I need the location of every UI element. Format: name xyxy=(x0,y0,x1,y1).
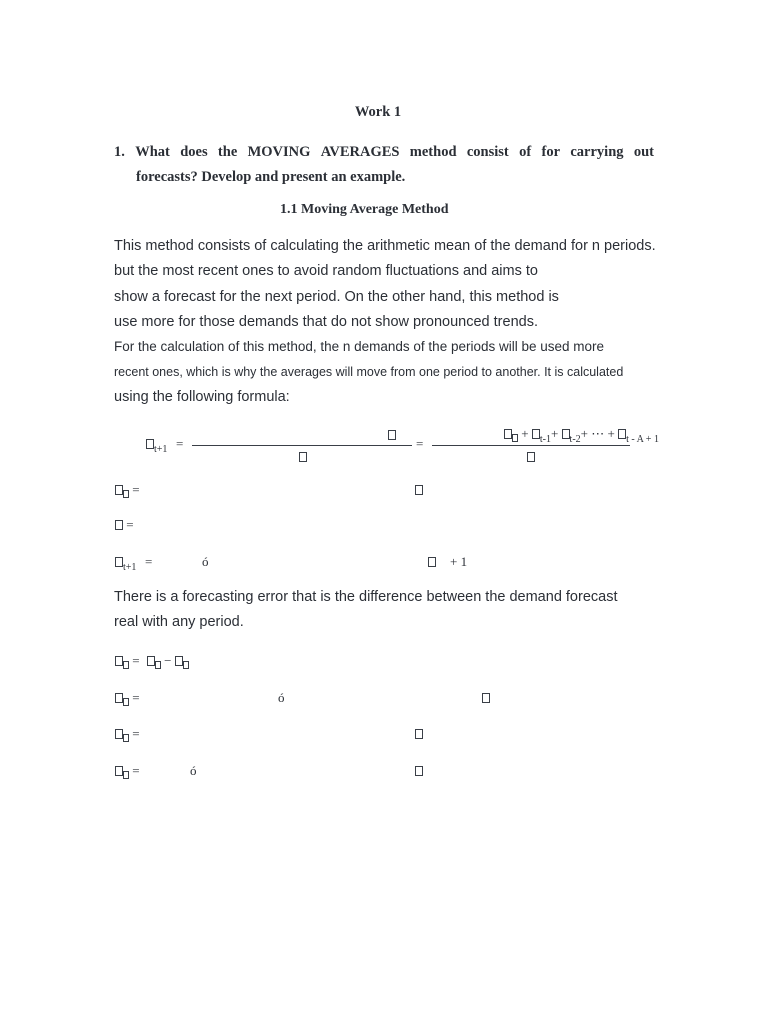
missing-glyph-icon xyxy=(428,557,436,567)
missing-glyph-icon xyxy=(415,729,423,739)
missing-glyph-icon xyxy=(123,734,129,742)
missing-glyph-icon xyxy=(388,430,396,440)
missing-glyph-icon xyxy=(299,452,307,462)
error-formula-3-rhs xyxy=(415,726,423,742)
definition-2: = xyxy=(115,517,134,533)
question-heading xyxy=(114,140,654,190)
section-heading: 1.1 Moving Average Method xyxy=(280,202,449,217)
missing-glyph-icon xyxy=(155,661,161,669)
missing-glyph-icon xyxy=(115,729,123,739)
formula-lhs: t+1 xyxy=(146,436,167,455)
question-line-1 xyxy=(114,140,654,165)
paragraph-line: using the following formula: xyxy=(114,389,290,405)
missing-glyph-icon xyxy=(618,429,626,439)
question-word: MOVING xyxy=(247,144,311,160)
question-word: out xyxy=(633,144,654,160)
definition-1-rhs xyxy=(415,482,423,498)
missing-glyph-icon xyxy=(115,557,123,567)
error-formula-1: = − xyxy=(115,653,189,669)
paragraph-line: This method consists of calculating the arithmetic mean of the demand for n periods. xyxy=(114,238,656,254)
formula-eq: = xyxy=(416,436,424,451)
plus-one: + 1 xyxy=(450,554,468,569)
missing-glyph-icon xyxy=(147,656,155,666)
page-title: Work 1 xyxy=(354,104,402,120)
question-word: method xyxy=(409,144,457,160)
formula-denominator xyxy=(527,449,535,465)
sigma-glyph: ó xyxy=(202,554,209,569)
question-word: for xyxy=(541,144,561,160)
question-word: the xyxy=(217,144,238,160)
paragraph-line: There is a forecasting error that is the difference between the demand forecast xyxy=(114,589,618,605)
missing-glyph-icon xyxy=(115,693,123,703)
missing-glyph-icon xyxy=(115,656,123,666)
question-word: What xyxy=(135,144,170,160)
question-word: does xyxy=(180,144,208,160)
fraction-bar xyxy=(192,445,412,446)
missing-glyph-icon xyxy=(512,434,518,442)
formula-numerator xyxy=(388,427,396,443)
question-word: carrying xyxy=(570,144,624,160)
missing-glyph-icon xyxy=(123,771,129,779)
formula-denominator xyxy=(299,449,307,465)
question-line-2: forecasts? Develop and present an example. xyxy=(136,169,406,185)
question-number: 1. xyxy=(114,144,125,160)
formula-eq: = xyxy=(176,436,184,451)
error-formula-4-rhs xyxy=(415,763,423,779)
missing-glyph-icon xyxy=(175,656,183,666)
missing-glyph-icon xyxy=(415,766,423,776)
paragraph-line: show a forecast for the next period. On the other hand, this method is xyxy=(114,289,559,305)
error-formula-2-rhs xyxy=(482,690,490,706)
missing-glyph-icon xyxy=(123,698,129,706)
error-formula-2: = xyxy=(115,690,140,706)
sigma-glyph: ó xyxy=(190,763,197,778)
missing-glyph-icon xyxy=(123,661,129,669)
paragraph-line: but the most recent ones to avoid random fluctuations and aims to xyxy=(114,263,538,279)
missing-glyph-icon xyxy=(415,485,423,495)
question-word: consist xyxy=(466,144,509,160)
paragraph-line: For the calculation of this method, the n demands of the periods will be used more xyxy=(114,339,605,354)
missing-glyph-icon xyxy=(532,429,540,439)
paragraph-line: recent ones, which is why the averages will move from one period to another. It is calculated xyxy=(114,365,624,379)
definition-3: t+1 xyxy=(115,554,136,573)
missing-glyph-icon xyxy=(115,766,123,776)
fraction-bar xyxy=(432,445,630,446)
missing-glyph-icon xyxy=(183,661,189,669)
error-formula-4: = xyxy=(115,763,140,779)
sigma-glyph: ó xyxy=(278,690,285,705)
question-word: AVERAGES xyxy=(320,144,400,160)
definition-1: = xyxy=(115,482,140,498)
formula-sum-numerator: + $_{t-1}$+ $_{t-2}$+ ⋯ + $_{t - A + 1}$ xyxy=(504,426,659,445)
error-formula-3: = xyxy=(115,726,140,742)
missing-glyph-icon xyxy=(146,439,154,449)
missing-glyph-icon xyxy=(482,693,490,703)
definition-3-rhs xyxy=(428,554,436,570)
missing-glyph-icon xyxy=(123,490,129,498)
question-word: of xyxy=(519,144,532,160)
paragraph-line: real with any period. xyxy=(114,614,244,630)
missing-glyph-icon xyxy=(504,429,512,439)
missing-glyph-icon xyxy=(527,452,535,462)
missing-glyph-icon xyxy=(115,520,123,530)
missing-glyph-icon xyxy=(115,485,123,495)
missing-glyph-icon xyxy=(562,429,570,439)
definition-3-eq: = xyxy=(145,554,153,569)
paragraph-line: use more for those demands that do not show pronounced trends. xyxy=(114,314,538,330)
